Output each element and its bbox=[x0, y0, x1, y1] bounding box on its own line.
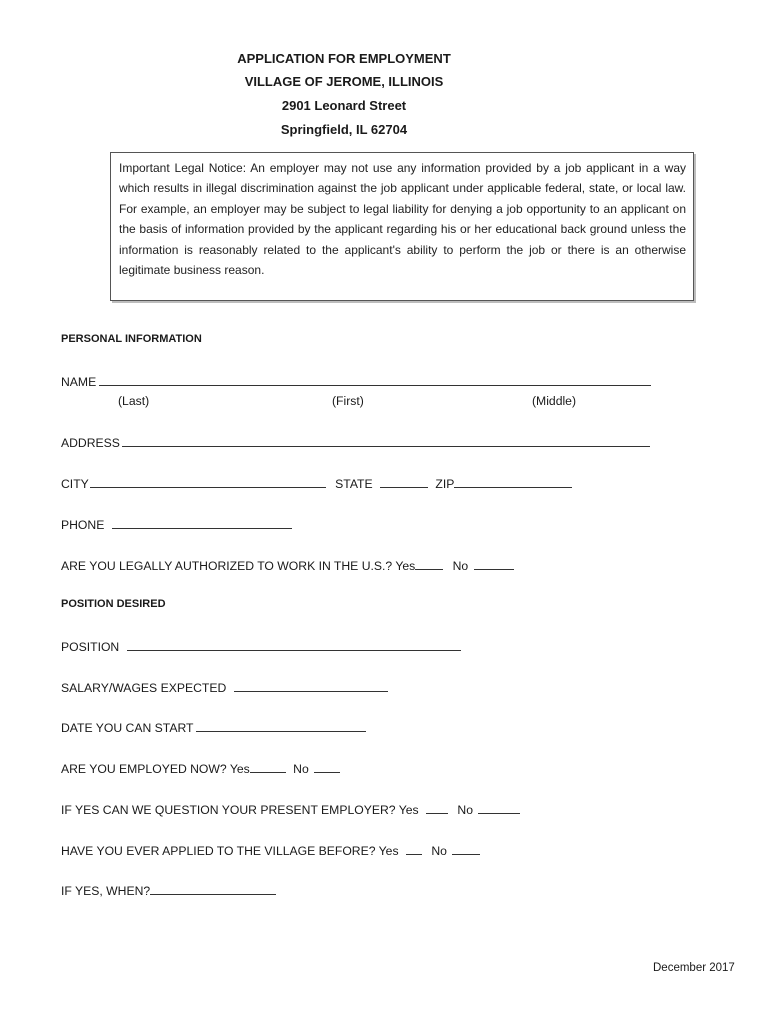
question-employer-label: IF YES CAN WE QUESTION YOUR PRESENT EMPLOYER? Yes bbox=[61, 803, 419, 817]
authorized-no-label: No bbox=[452, 559, 469, 573]
phone-input[interactable] bbox=[112, 516, 292, 529]
zip-input[interactable] bbox=[454, 475, 572, 488]
applied-no-input[interactable] bbox=[452, 842, 480, 855]
address-row bbox=[61, 434, 650, 450]
salary-label: SALARY/WAGES EXPECTED bbox=[61, 681, 227, 695]
revision-date: December 2017 bbox=[653, 962, 735, 974]
applied-before-label: HAVE YOU EVER APPLIED TO THE VILLAGE BEFORE? Yes bbox=[61, 844, 399, 858]
question-no-label: No bbox=[457, 803, 473, 817]
position-input[interactable] bbox=[127, 638, 461, 651]
state-label: STATE bbox=[335, 477, 373, 491]
employed-no-input[interactable] bbox=[314, 760, 340, 773]
phone-row bbox=[61, 516, 292, 532]
city-input[interactable] bbox=[90, 475, 326, 488]
state-input[interactable] bbox=[380, 475, 428, 488]
start-date-label: DATE YOU CAN START bbox=[61, 721, 194, 735]
position-row bbox=[61, 638, 461, 654]
authorized-no-input[interactable] bbox=[474, 557, 514, 570]
village-name: VILLAGE OF JEROME, ILLINOIS bbox=[244, 74, 444, 89]
applied-before-row bbox=[61, 842, 480, 858]
authorized-label: ARE YOU LEGALLY AUTHORIZED TO WORK IN THE U.S.? Yes bbox=[61, 559, 416, 573]
employed-no-label: No bbox=[293, 762, 309, 776]
question-no-input[interactable] bbox=[478, 801, 520, 814]
applied-no-label: No bbox=[431, 844, 447, 858]
salary-row bbox=[61, 679, 388, 695]
zip-label: ZIP bbox=[435, 477, 455, 491]
employed-yes-input[interactable] bbox=[250, 760, 286, 773]
authorized-yes-input[interactable] bbox=[415, 557, 443, 570]
name-sub-first: (First) bbox=[332, 394, 364, 408]
when-row bbox=[61, 882, 276, 898]
when-input[interactable] bbox=[150, 882, 276, 895]
name-sub-last: (Last) bbox=[118, 394, 150, 408]
start-date-row bbox=[61, 719, 366, 735]
form-title: APPLICATION FOR EMPLOYMENT bbox=[237, 51, 451, 66]
city-state-zip: Springfield, IL 62704 bbox=[280, 122, 408, 137]
when-label: IF YES, WHEN? bbox=[61, 884, 151, 898]
phone-label: PHONE bbox=[61, 518, 105, 532]
name-input[interactable] bbox=[99, 373, 651, 386]
city-state-zip-row bbox=[61, 475, 572, 491]
legal-notice-box: Important Legal Notice: An employer may not use any information provided by a job applicant in a way which results in illegal discrimination against the job applicant under applicable federal, state, or local law. For example, an employer may be subject to legal liability for denying a job opportunity to an applicant on the basis of information provided by the applicant regarding his or her educational back ground unless the information is reasonably related to the applicant's ability to perform the job or there is an otherwise legitimate business reason. bbox=[110, 152, 694, 301]
question-employer-row bbox=[61, 801, 520, 817]
authorized-row bbox=[61, 557, 514, 573]
address-input[interactable] bbox=[122, 434, 650, 447]
salary-input[interactable] bbox=[234, 679, 388, 692]
name-label: NAME bbox=[61, 375, 97, 389]
position-label: POSITION bbox=[61, 640, 120, 654]
name-row bbox=[61, 373, 651, 389]
applied-yes-input[interactable] bbox=[406, 842, 422, 855]
start-date-input[interactable] bbox=[196, 719, 366, 732]
address-label: ADDRESS bbox=[61, 436, 120, 450]
position-desired-heading: POSITION DESIRED bbox=[61, 598, 166, 610]
street-address: 2901 Leonard Street bbox=[281, 98, 407, 113]
question-yes-input[interactable] bbox=[426, 801, 448, 814]
employed-now-label: ARE YOU EMPLOYED NOW? Yes bbox=[61, 762, 250, 776]
name-sub-middle: (Middle) bbox=[532, 394, 577, 408]
employed-now-row bbox=[61, 760, 340, 776]
city-label: CITY bbox=[61, 477, 89, 491]
personal-info-heading: PERSONAL INFORMATION bbox=[61, 333, 202, 345]
